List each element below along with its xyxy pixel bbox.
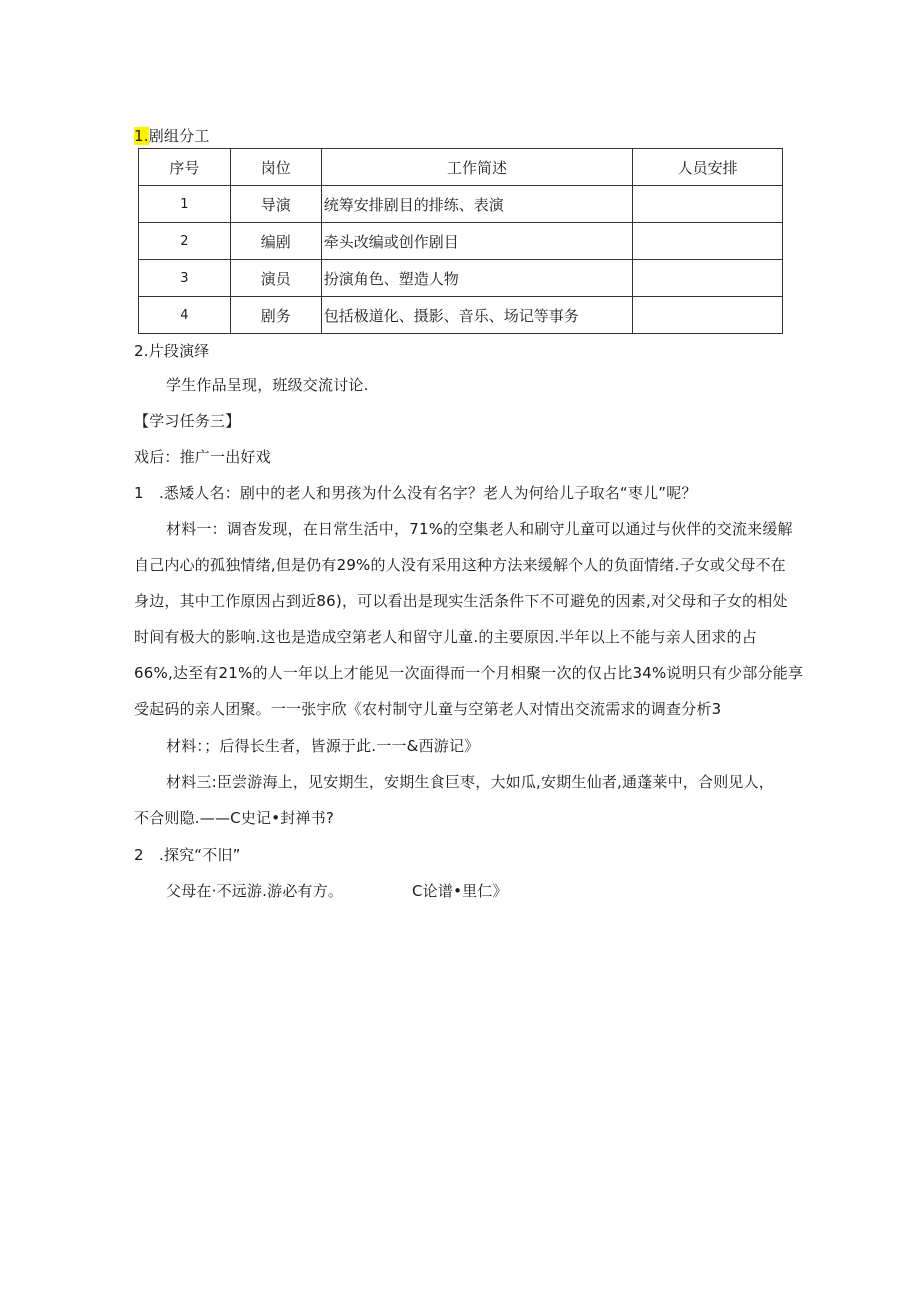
material3-line: 不合则隐.——C史记•封禅书? bbox=[134, 809, 335, 827]
table-row bbox=[139, 260, 783, 297]
question-1: 1 .悉矮人名：剧中的老人和男孩为什么没有名字？老人为何给儿子取名“枣儿”呢？ bbox=[134, 484, 697, 502]
quote-source: C论谱•里仁》 bbox=[412, 882, 508, 900]
row-staff bbox=[633, 260, 783, 297]
material3-line: 材料三:臣尝游海上，见安期生，安期生食巨枣，大如瓜,安期生仙者,通蓬莱中，合则见人， bbox=[166, 773, 774, 791]
row-staff bbox=[633, 297, 783, 334]
material1-line: 时间有极大的影响.这也是造成空第老人和留守儿童.的主要原因.半年以上不能与亲人团求的占 bbox=[134, 628, 757, 646]
crew-division-table bbox=[138, 148, 783, 334]
row-description: 牵头改编或创作剧目 bbox=[321, 223, 633, 260]
row-description: 统筹安排剧目的排练、表演 bbox=[321, 186, 633, 223]
header-number: 序号 bbox=[139, 149, 231, 186]
section2-title: 2.片段演绎 bbox=[134, 342, 210, 360]
row-number: 3 bbox=[139, 260, 231, 297]
row-staff bbox=[633, 223, 783, 260]
table-header-row bbox=[139, 149, 783, 186]
table-row bbox=[139, 297, 783, 334]
quote-text: 父母在·不远游.游必有方。 bbox=[166, 882, 344, 900]
row-position: 剧务 bbox=[230, 297, 321, 334]
task3-subtitle: 戏后：推广一出好戏 bbox=[134, 448, 271, 466]
row-description: 包括极道化、摄影、音乐、场记等事务 bbox=[321, 297, 633, 334]
header-staff: 人员安排 bbox=[633, 149, 783, 186]
material2: 材料：；后得长生者，皆源于此.一一&西游记》 bbox=[166, 737, 480, 755]
table-row bbox=[139, 223, 783, 260]
row-number: 2 bbox=[139, 223, 231, 260]
material1-line: 材料一：调杳发现，在日常生活中，71%的空集老人和刷守儿童可以通过与伙伴的交流来缓解 bbox=[166, 520, 793, 538]
task3-title: 【学习任务三】 bbox=[134, 412, 241, 430]
row-number: 4 bbox=[139, 297, 231, 334]
section2-text: 学生作品呈现，班级交流讨论. bbox=[166, 376, 369, 394]
row-description: 扮演角色、塑造人物 bbox=[321, 260, 633, 297]
row-position: 导演 bbox=[230, 186, 321, 223]
material1-line: 受起码的亲人团聚。一一张宇欣《农村制守儿童与空第老人对情出交流需求的调查分析3 bbox=[134, 700, 722, 718]
question-2: 2 .探究“不旧” bbox=[134, 846, 241, 864]
section-number-highlight: 1. bbox=[134, 127, 149, 145]
material1-line: 66%,达至有21%的人一年以上才能见一次面得而一个月相聚一次的仅占比34%说明只有少部分能享 bbox=[134, 664, 804, 682]
material1-line: 身边，其中工作原因占到近86)，可以看出是现实生活条件下不可避免的因素,对父母和子女的相处 bbox=[134, 592, 788, 610]
header-position: 岗位 bbox=[230, 149, 321, 186]
section1-title: 剧组分工 bbox=[148, 127, 210, 145]
row-position: 演员 bbox=[230, 260, 321, 297]
section1-heading bbox=[134, 126, 210, 146]
table-row bbox=[139, 186, 783, 223]
material1-line: 自己内心的孤独情绪,但是仍有29%的人没有采用这种方法来缓解个人的负面情绪.子女或父母不在 bbox=[134, 556, 786, 574]
header-description: 工作简述 bbox=[321, 149, 633, 186]
row-staff bbox=[633, 186, 783, 223]
row-number: 1 bbox=[139, 186, 231, 223]
row-position: 编剧 bbox=[230, 223, 321, 260]
